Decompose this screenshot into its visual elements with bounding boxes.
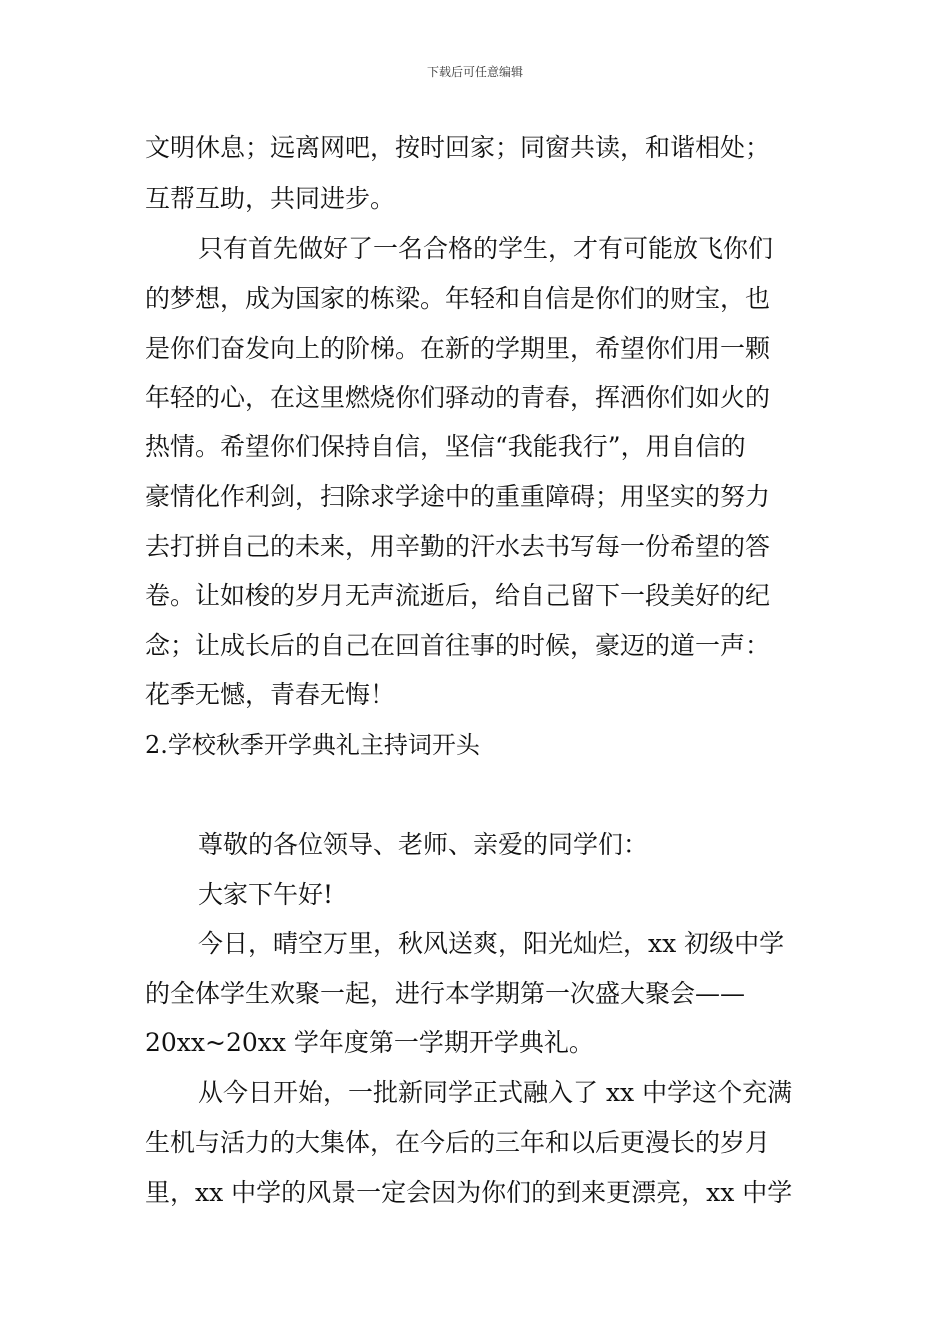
paragraph-line: 念；让成长后的自己在回首往事的时候，豪迈的道一声： [145,631,771,660]
paragraph-line: 豪情化作利剑，扫除求学途中的重重障碍；用坚实的努力 [145,482,771,511]
paragraph-line: 年轻的心，在这里燃烧你们驿动的青春，挥洒你们如火的 [145,383,771,412]
paragraph-line: 从今日开始，一批新同学正式融入了 xx 中学这个充满 [198,1078,793,1107]
paragraph-line: 生机与活力的大集体，在今后的三年和以后更漫长的岁月 [145,1128,771,1157]
paragraph-line: 今日，晴空万里，秋风送爽，阳光灿烂，xx 初级中学 [198,929,785,958]
paragraph-line: 里，xx 中学的风景一定会因为你们的到来更漂亮，xx 中学 [145,1178,793,1207]
paragraph-line: 热情。希望你们保持自信，坚信“我能我行”，用自信的 [145,432,746,461]
paragraph-line: 文明休息；远离网吧，按时回家；同窗共读，和谐相处； [145,133,771,162]
paragraph-line: 互帮互助，共同进步。 [145,184,396,213]
greeting: 大家下午好! [198,880,334,909]
paragraph-line: 花季无憾，青春无悔！ [145,680,396,709]
paragraph-line: 的梦想，成为国家的栋梁。年轻和自信是你们的财宝，也 [145,284,771,313]
salutation: 尊敬的各位领导、老师、亲爱的同学们： [198,830,649,859]
page-header: 下载后可任意编辑 [426,65,523,79]
paragraph-line: 20xx~20xx 学年度第一学期开学典礼。 [145,1028,594,1057]
paragraph-line: 去打拼自己的未来，用辛勤的汗水去书写每一份希望的答 [145,532,771,561]
paragraph-line: 卷。让如梭的岁月无声流逝后，给自己留下一段美好的纪 [145,581,771,610]
paragraph-line: 是你们奋发向上的阶梯。在新的学期里，希望你们用一颗 [145,334,771,363]
paragraph-line: 只有首先做好了一名合格的学生，才有可能放飞你们 [198,234,774,263]
section-heading: 2.学校秋季开学典礼主持词开头 [145,731,480,759]
paragraph-line: 的全体学生欢聚一起，进行本学期第一次盛大聚会—— [145,979,746,1008]
